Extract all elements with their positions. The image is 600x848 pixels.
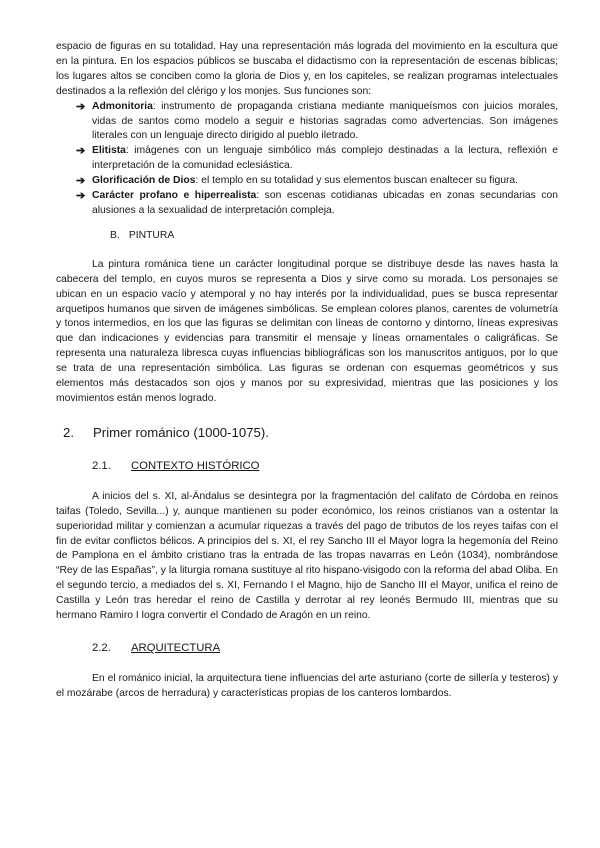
painting-paragraph: La pintura románica tiene un carácter longitudinal porque se distribuye desde las naves hasta la cabecera del templo, en cuyos muros se representa a Dios y sirve como su morada. Los personajes se ubican en un espacio vacío y atemporal y no hay interés por la individualidad, pues se busca representar arquetipos humanos que sirven de imágenes simbólicas. Se emplean colores planos, carentes de volumetría y tonos intermedios, en los que las figuras se delimitan con líneas de contorno y dintorno, líneas expresivas que dan indicaciones y evidencias para transmitir el mensaje y líneas ornamentales o caligráficas. Se representa una naturaleza libresca cuyas influencias bibliográficas son los manuscritos antiguos, por lo que se trata de una representación simbólica. Las figuras se ordenan con esquemas geométricos y sus elementos más destacados son ojos y manos por su expresividad, mientras que las posiciones y los movimientos están menos logrado. [56, 258, 558, 404]
section-2-number: 2. [63, 424, 74, 440]
section-2-1-heading [56, 458, 558, 474]
section-2-2-title: ARQUITECTURA [131, 642, 221, 654]
list-item [56, 100, 558, 145]
section-2-2-heading [56, 640, 558, 656]
function-text: : instrumento de propaganda cristiana mediante maniqueísmos con juicios morales, vidas de santos como modelo a seguir e historias sagradas como advertencias. Son imágenes literales con un lenguaje directo dirigido al pueblo iletrado. [92, 100, 558, 142]
section-2-1-number: 2.1. [92, 459, 111, 472]
section-b-heading [56, 229, 558, 244]
list-item [56, 144, 558, 174]
list-item [56, 174, 558, 189]
list-item [56, 189, 558, 219]
function-term: Elitista [92, 145, 126, 157]
section-2-heading [56, 424, 558, 442]
function-text: : son escenas cotidianas ubicadas en zonas secundarias con alusiones a la sexualidad de interpretación compleja. [92, 190, 558, 216]
arrow-icon: ➔ [76, 145, 86, 158]
function-term: Glorificación de Dios [92, 175, 196, 187]
function-term: Admonitoria [92, 100, 153, 112]
arrow-icon: ➔ [76, 175, 86, 188]
section-2-title: Primer románico (1000-1075). [93, 424, 269, 440]
document-page [56, 40, 558, 702]
intro-paragraph: espacio de figuras en su totalidad. Hay una representación más lograda del movimiento en la escultura que en la pintura. En los espacios públicos se buscaba el didactismo con la representación de escenas bíblicas; los lugares altos se conciben como la gloria de Dios y, en los capiteles, se realizan programas intelectuales destinados a la reflexión del clérigo y los monjes. Sus funciones son: [56, 41, 558, 97]
section-2-2-number: 2.2. [92, 642, 111, 654]
function-text: : imágenes con un lenguaje simbólico más complejo destinadas a la lectura, reflexión e interpretación de la comunidad eclesiástica. [92, 145, 558, 172]
section-b-title: PINTURA [128, 229, 175, 241]
functions-list [56, 100, 558, 219]
section-2-1-title: CONTEXTO HISTÓRICO [131, 459, 260, 472]
function-term: Carácter profano e hiperrealista [92, 190, 257, 202]
context-paragraph: A inicios del s. XI, al-Ándalus se desintegra por la fragmentación del califato de Córdoba en reinos taifas (Toledo, Sevilla...) y, aunque mantienen su poder económico, los reinos cristianos van a ostentar la superioridad militar y comienzan a acumular riquezas a través del pago de tributos de los reyes taifas con el fin de evitar conflictos bélicos. A principios del s. XI, el rey Sancho III el Mayor logra la hegemonía del Reino de Pamplona en el ámbito cristiano tras la entrada de las tropas navarras en León (1034), nombrándose “Rey de las Españas”, y la liturgia romana sustituye al rito hispano-visigodo con la reforma del abad Oliba. En el segundo tercio, a mediados del s. XI, Fernando I el Magno, hijo de Sancho III el Mayor, unifica el reino de Castilla y León tras heredar el reino de Castilla y derrotar al rey leonés Bermudo III, mientras que su hermano Ramiro I logra convertir el Condado de Aragón en un reino. [56, 490, 558, 622]
arrow-icon: ➔ [76, 100, 86, 113]
section-b-letter: B. [110, 229, 120, 241]
architecture-paragraph: En el románico inicial, la arquitectura tiene influencias del arte asturiano (corte de sillería y testeros) y el mozárabe (arcos de herradura) y características propias de los canteros lombardos. [56, 673, 558, 699]
function-text: : el templo en su totalidad y sus elementos buscan enaltecer su figura. [195, 175, 519, 187]
arrow-icon: ➔ [76, 190, 86, 203]
